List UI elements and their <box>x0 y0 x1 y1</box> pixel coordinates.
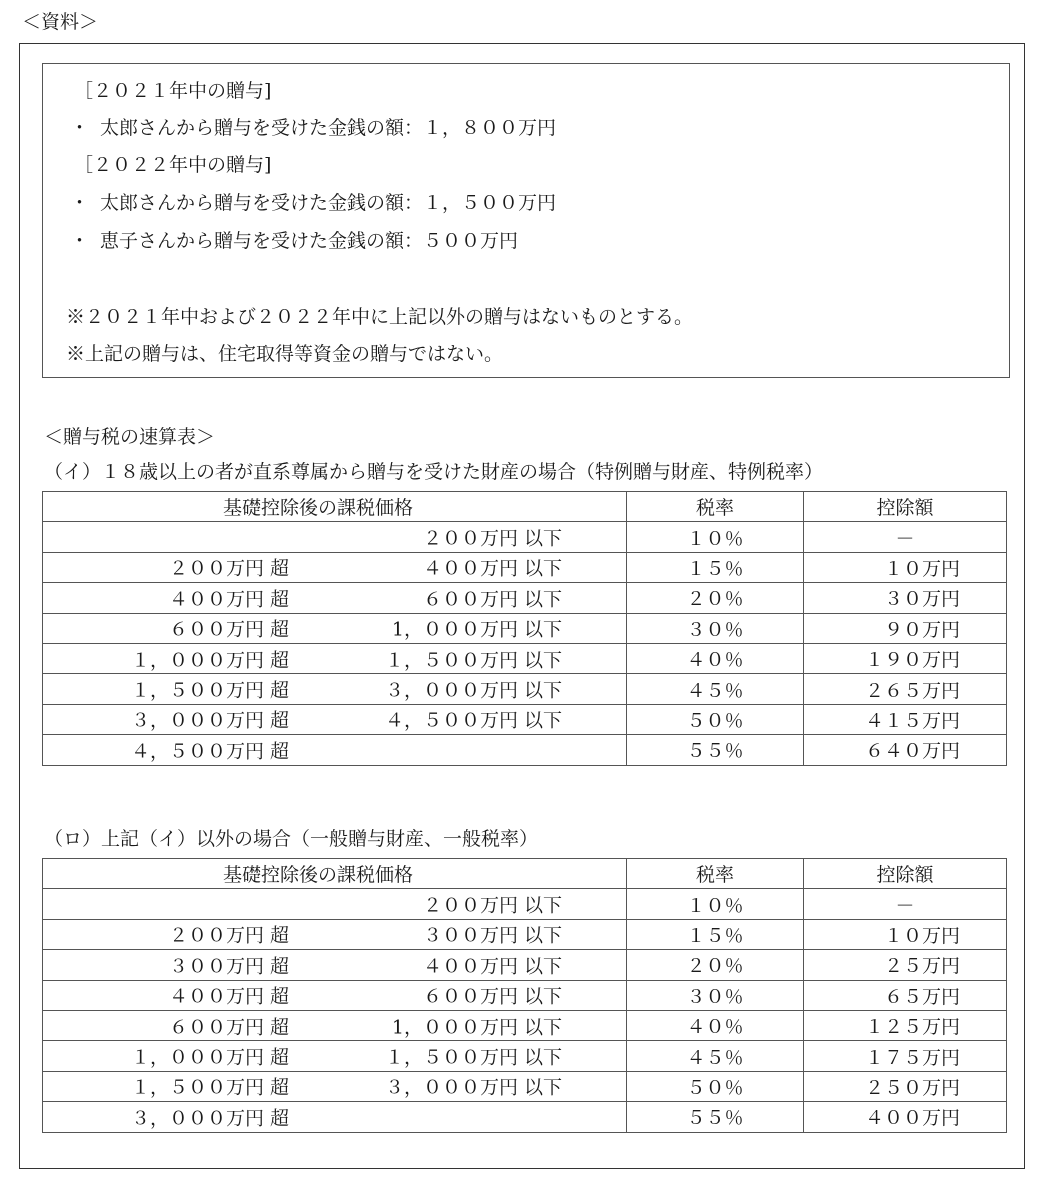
tax-rate: ５０％ <box>627 704 804 734</box>
taxable-range: ６００万円 超 1，０００万円 以下 <box>43 1010 627 1040</box>
table-row <box>43 1041 1007 1071</box>
tax-rate: １５％ <box>627 552 804 582</box>
table-row <box>43 950 1007 980</box>
gift-2022-taro: 太郎さんから贈与を受けた金銭の額：１，５００万円 <box>100 192 557 214</box>
header-deduction: 控除額 <box>804 859 1007 889</box>
table-header-row <box>43 859 1007 889</box>
year-2021-title: ［２０２１年中の贈与] <box>74 80 272 102</box>
taxable-range: １，５００万円 超 ３，０００万円 以下 <box>43 1071 627 1101</box>
table-row <box>43 552 1007 582</box>
table-row <box>43 704 1007 734</box>
bullet-mark: ・ <box>70 230 90 252</box>
table-row <box>43 1010 1007 1040</box>
tax-rate: ５５％ <box>627 1102 804 1132</box>
deduction: ２５万円 <box>804 950 1007 980</box>
taxable-range: １，０００万円 超 １，５００万円 以下 <box>43 643 627 673</box>
taxable-range: ２００万円 超 ４００万円 以下 <box>43 552 627 582</box>
gift-2022-keiko: 恵子さんから贈与を受けた金銭の額：５００万円 <box>100 230 519 252</box>
note-not-housing-fund: ※上記の贈与は、住宅取得等資金の贈与ではない。 <box>66 343 504 365</box>
table-row <box>43 919 1007 949</box>
tax-rate: ２０％ <box>627 583 804 613</box>
deduction: ３０万円 <box>804 583 1007 613</box>
taxable-range: ４００万円 超 ６００万円 以下 <box>43 980 627 1010</box>
deduction: － <box>804 889 1007 919</box>
deduction: ４００万円 <box>804 1102 1007 1132</box>
tax-rate: ４０％ <box>627 643 804 673</box>
deduction: － <box>804 522 1007 552</box>
taxable-range: １，５００万円 超 ３，０００万円 以下 <box>43 674 627 704</box>
taxable-range: ３，０００万円 超 <box>43 1102 627 1132</box>
bullet-mark: ・ <box>70 117 90 139</box>
deduction: １２５万円 <box>804 1010 1007 1040</box>
header-tax-rate: 税率 <box>627 859 804 889</box>
speed-table-title: ＜贈与税の速算表＞ <box>44 426 216 448</box>
table-row <box>43 980 1007 1010</box>
deduction: １７５万円 <box>804 1041 1007 1071</box>
tax-table-special <box>42 491 1007 766</box>
bullet-mark: ・ <box>70 192 90 214</box>
taxable-range: ４，５００万円 超 <box>43 735 627 765</box>
table-special-title: （イ）１８歳以上の者が直系尊属から贈与を受けた財産の場合（特例贈与財産、特例税率） <box>44 461 824 483</box>
tax-rate: ５５％ <box>627 735 804 765</box>
deduction: １０万円 <box>804 919 1007 949</box>
table-row <box>43 674 1007 704</box>
tax-table-general <box>42 858 1007 1133</box>
deduction: ２６５万円 <box>804 674 1007 704</box>
table-row <box>43 735 1007 765</box>
table-header-row <box>43 492 1007 522</box>
taxable-range: ２００万円 超 ３００万円 以下 <box>43 919 627 949</box>
header-deduction: 控除額 <box>804 492 1007 522</box>
tax-rate: ４０％ <box>627 1010 804 1040</box>
deduction: １０万円 <box>804 552 1007 582</box>
tax-rate: ３０％ <box>627 613 804 643</box>
tax-rate: ４５％ <box>627 674 804 704</box>
table-row <box>43 889 1007 919</box>
taxable-range: ３００万円 超 ４００万円 以下 <box>43 950 627 980</box>
gift-2021-taro: 太郎さんから贈与を受けた金銭の額：１，８００万円 <box>100 117 557 139</box>
document-header: ＜資料＞ <box>22 11 99 33</box>
deduction: ９０万円 <box>804 613 1007 643</box>
taxable-range: ４００万円 超 ６００万円 以下 <box>43 583 627 613</box>
year-2022-title: ［２０２２年中の贈与] <box>74 154 272 176</box>
taxable-range: ２００万円 以下 <box>43 889 627 919</box>
tax-rate: ４５％ <box>627 1041 804 1071</box>
header-taxable-value: 基礎控除後の課税価格 <box>43 492 627 522</box>
header-taxable-value: 基礎控除後の課税価格 <box>43 859 627 889</box>
tax-rate: １０％ <box>627 522 804 552</box>
tax-rate: ３０％ <box>627 980 804 1010</box>
table-row <box>43 583 1007 613</box>
table-general-title: （ロ）上記（イ）以外の場合（一般贈与財産、一般税率） <box>44 828 539 850</box>
tax-rate: １５％ <box>627 919 804 949</box>
deduction: ２５０万円 <box>804 1071 1007 1101</box>
deduction: ６５万円 <box>804 980 1007 1010</box>
table-row <box>43 522 1007 552</box>
gift-info-box <box>42 63 1010 378</box>
table-row <box>43 643 1007 673</box>
taxable-range: ３，０００万円 超 ４，５００万円 以下 <box>43 704 627 734</box>
taxable-range: ２００万円 以下 <box>43 522 627 552</box>
taxable-range: ６００万円 超 1，０００万円 以下 <box>43 613 627 643</box>
tax-rate: ２０％ <box>627 950 804 980</box>
deduction: １９０万円 <box>804 643 1007 673</box>
table-row <box>43 1102 1007 1132</box>
taxable-range: １，０００万円 超 １，５００万円 以下 <box>43 1041 627 1071</box>
table-row <box>43 1071 1007 1101</box>
tax-rate: ５０％ <box>627 1071 804 1101</box>
deduction: ４１５万円 <box>804 704 1007 734</box>
deduction: ６４０万円 <box>804 735 1007 765</box>
header-tax-rate: 税率 <box>627 492 804 522</box>
note-no-other-gifts: ※２０２１年中および２０２２年中に上記以外の贈与はないものとする。 <box>66 306 694 328</box>
tax-rate: １０％ <box>627 889 804 919</box>
table-row <box>43 613 1007 643</box>
